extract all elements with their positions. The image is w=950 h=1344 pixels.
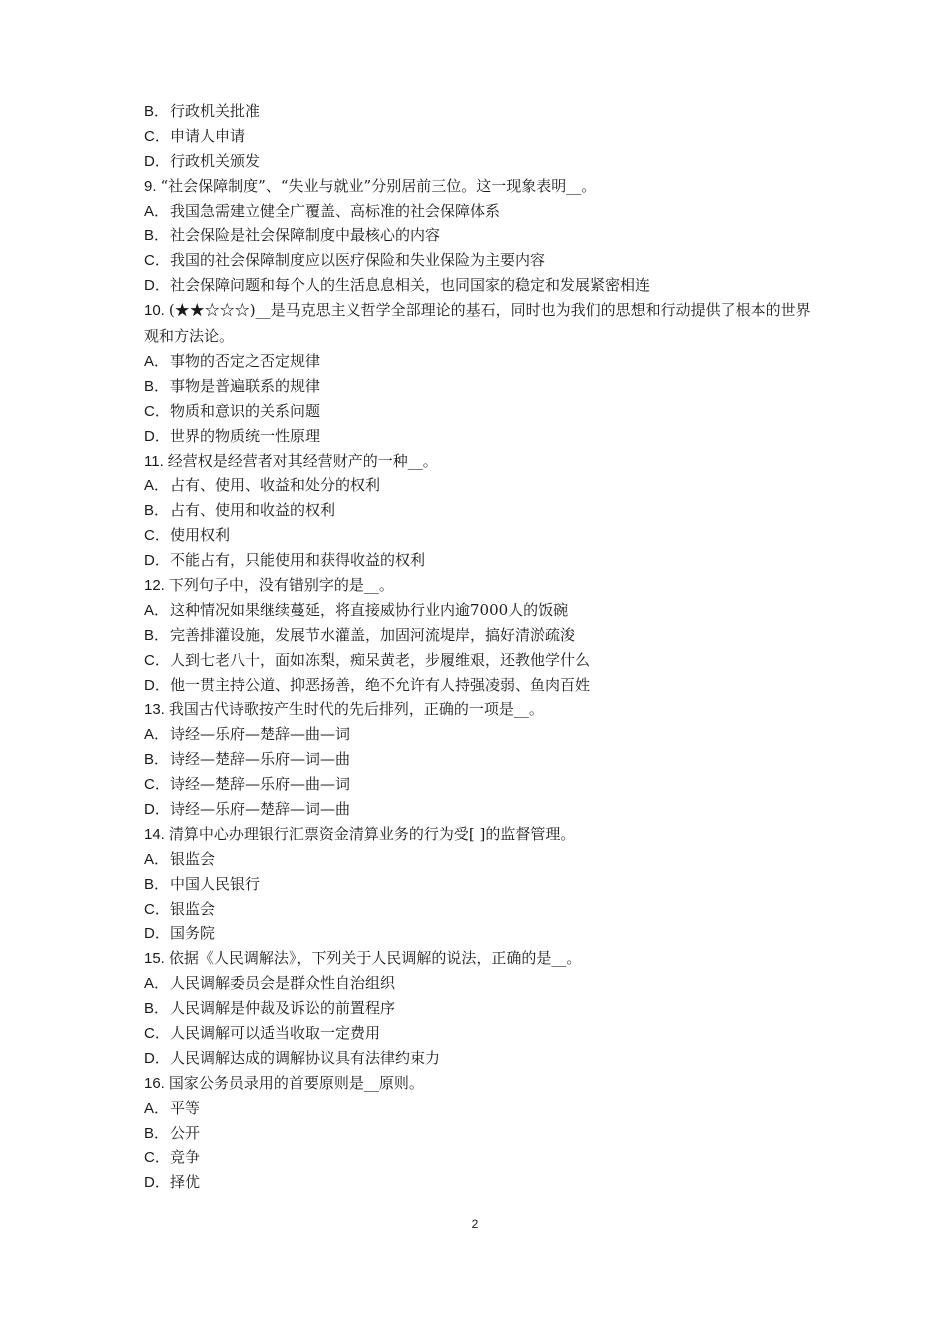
option-letter: A．	[144, 726, 170, 744]
option-letter: B．	[144, 1000, 170, 1018]
option-letter: C．	[144, 402, 170, 420]
option-line	[144, 772, 814, 797]
option-letter: B．	[144, 227, 170, 245]
question-text: “社会保障制度”、“失业与就业”分别居前三位。这一现象表明__。	[160, 176, 597, 195]
option-line	[144, 473, 814, 498]
page-number: 2	[471, 1217, 479, 1231]
option-line	[144, 971, 814, 996]
question-number: 10.	[144, 302, 165, 320]
option-letter: C．	[144, 651, 170, 669]
option-letter: B．	[144, 502, 170, 520]
option-letter: D．	[144, 800, 170, 818]
question-line	[144, 449, 814, 474]
option-line	[144, 1145, 814, 1170]
option-text: 公开	[170, 1123, 201, 1142]
option-text: 物质和意识的关系问题	[170, 401, 321, 420]
option-letter: C．	[144, 127, 170, 145]
option-letter: B．	[144, 103, 170, 120]
option-line	[144, 399, 814, 424]
option-letter: C．	[144, 252, 170, 270]
question-number: 14.	[144, 825, 165, 843]
option-text: 我国急需建立健全广覆盖、高标准的社会保障体系	[170, 201, 501, 220]
option-text: 国务院	[170, 924, 216, 943]
option-letter: B．	[144, 377, 170, 395]
option-text: 择优	[170, 1173, 201, 1192]
option-letter: B．	[144, 1124, 170, 1142]
option-letter: C．	[144, 776, 170, 794]
option-letter: B．	[144, 751, 170, 769]
question-number: 13.	[144, 701, 165, 719]
option-line	[144, 124, 814, 149]
question-line	[144, 946, 814, 971]
option-line	[144, 523, 814, 548]
option-line	[144, 223, 814, 248]
option-text: 诗经—楚辞—乐府—曲—词	[170, 775, 351, 794]
option-line	[144, 872, 814, 897]
question-number: 12.	[144, 576, 165, 594]
question-line	[144, 298, 814, 349]
option-letter: D．	[144, 1174, 170, 1192]
option-letter: A．	[144, 477, 170, 495]
option-line	[144, 349, 814, 374]
question-text: 国家公务员录用的首要原则是__原则。	[168, 1073, 424, 1092]
option-text: 世界的物质统一性原理	[170, 426, 321, 445]
option-line	[144, 1170, 814, 1195]
option-text: 竞争	[170, 1148, 201, 1167]
option-text: 中国人民银行	[170, 874, 261, 893]
option-line	[144, 149, 814, 174]
option-letter: C．	[144, 1024, 170, 1042]
option-letter: D．	[144, 925, 170, 943]
option-line	[144, 996, 814, 1021]
option-text: 银监会	[170, 899, 216, 918]
question-text: 清算中心办理银行汇票资金清算业务的行为受[ ]的监督管理。	[168, 824, 576, 843]
option-line	[144, 623, 814, 648]
option-line	[144, 797, 814, 822]
question-line	[144, 697, 814, 722]
option-text: 他一贯主持公道、抑恶扬善，绝不允许有人持强凌弱、鱼肉百姓	[170, 675, 591, 694]
option-text: 诗经—楚辞—乐府—词—曲	[170, 750, 351, 769]
option-letter: A．	[144, 352, 170, 370]
option-line	[144, 248, 814, 273]
option-letter: D．	[144, 1049, 170, 1067]
option-line	[144, 847, 814, 872]
option-text: 诗经—乐府—楚辞—词—曲	[170, 799, 351, 818]
question-text: 依据《人民调解法》，下列关于人民调解的说法，正确的是__。	[168, 949, 582, 968]
option-text: 我国的社会保障制度应以医疗保险和失业保险为主要内容	[170, 251, 546, 270]
question-text: (★★☆☆☆)__是马克思主义哲学全部理论的基石，同时也为我们的思想和行动提供了根本的世界观和方法论。	[144, 301, 811, 346]
question-line	[144, 573, 814, 598]
option-line	[144, 99, 814, 124]
option-text: 使用权利	[170, 526, 231, 545]
option-letter: A．	[144, 1099, 170, 1117]
option-line	[144, 374, 814, 399]
option-text: 社会保险是社会保障制度中最核心的内容	[170, 226, 441, 245]
question-line	[144, 822, 814, 847]
option-text: 社会保障问题和每个人的生活息息相关，也同国家的稳定和发展紧密相连	[170, 276, 651, 295]
question-text: 经营权是经营者对其经营财产的一种__。	[167, 451, 438, 470]
option-line	[144, 1021, 814, 1046]
option-text: 人民调解是仲裁及诉讼的前置程序	[170, 999, 396, 1018]
option-letter: B．	[144, 875, 170, 893]
question-text: 我国古代诗歌按产生时代的先后排列，正确的一项是__。	[168, 700, 544, 719]
option-text: 银监会	[170, 849, 216, 868]
option-line	[144, 1121, 814, 1146]
option-line	[144, 424, 814, 449]
option-letter: A．	[144, 850, 170, 868]
option-text: 完善排灌设施，发展节水灌盖，加固河流堤岸，搞好清淤疏浚	[170, 625, 576, 644]
question-number: 11.	[144, 452, 164, 470]
option-text: 诗经—乐府—楚辞—曲—词	[170, 725, 351, 744]
option-line	[144, 722, 814, 747]
option-text: 人民调解可以适当收取一定费用	[170, 1023, 381, 1042]
option-line	[144, 897, 814, 922]
option-letter: D．	[144, 277, 170, 295]
option-text: 事物是普遍联系的规律	[170, 376, 321, 395]
option-letter: C．	[144, 1149, 170, 1167]
option-line	[144, 273, 814, 298]
option-letter: A．	[144, 202, 170, 220]
question-line	[144, 1071, 814, 1096]
question-number: 9.	[144, 177, 157, 195]
question-text: 下列句子中，没有错别字的是__。	[168, 575, 394, 594]
option-text: 申请人申请	[170, 126, 246, 145]
option-letter: D．	[144, 552, 170, 570]
option-line	[144, 673, 814, 698]
question-number: 15.	[144, 950, 165, 968]
option-letter: C．	[144, 527, 170, 545]
option-letter: D．	[144, 676, 170, 694]
option-line	[144, 1046, 814, 1071]
option-line	[144, 598, 814, 623]
option-line	[144, 199, 814, 224]
option-letter: A．	[144, 601, 170, 619]
option-letter: A．	[144, 975, 170, 993]
option-text: 人民调解达成的调解协议具有法律约束力	[170, 1048, 441, 1067]
option-text: 平等	[170, 1098, 201, 1117]
option-letter: D．	[144, 152, 170, 170]
option-line	[144, 921, 814, 946]
option-text: 这种情况如果继续蔓延，将直接威协行业内逾7000人的饭碗	[170, 600, 569, 619]
option-text: 人民调解委员会是群众性自治组织	[170, 974, 396, 993]
option-text: 事物的否定之否定规律	[170, 351, 321, 370]
option-letter: B．	[144, 626, 170, 644]
option-line	[144, 498, 814, 523]
option-line	[144, 747, 814, 772]
option-text: 人到七老八十，面如冻梨，痴呆黄老，步履维艰，还教他学什么	[170, 650, 591, 669]
option-letter: D．	[144, 427, 170, 445]
question-number: 16.	[144, 1074, 165, 1092]
option-text: 占有、使用和收益的权利	[170, 501, 336, 520]
option-line	[144, 1096, 814, 1121]
question-line	[144, 174, 814, 199]
option-line	[144, 548, 814, 573]
option-letter: C．	[144, 900, 170, 918]
document-body	[144, 99, 814, 1195]
option-text: 占有、使用、收益和处分的权利	[170, 476, 381, 495]
option-text: 不能占有，只能使用和获得收益的权利	[170, 551, 426, 570]
option-text: 行政机关颁发	[170, 151, 261, 170]
option-text: 行政机关批准	[170, 102, 261, 120]
option-line	[144, 648, 814, 673]
